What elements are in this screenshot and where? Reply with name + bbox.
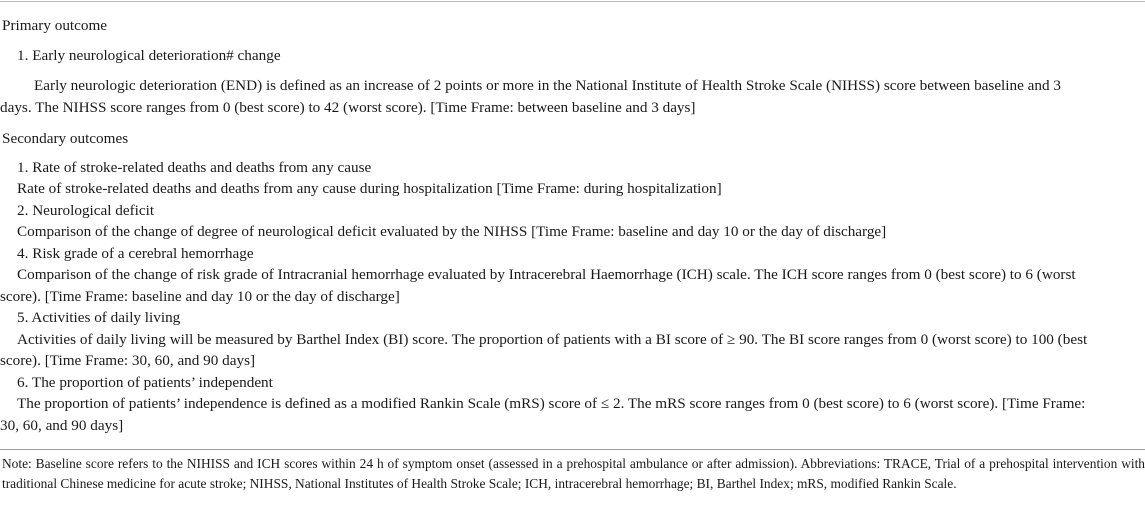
primary-outcome-heading: Primary outcome bbox=[2, 17, 108, 34]
table-footnote: Note: Baseline score refers to the NIHISS and ICH scores within 24 h of symptom onset (assessed in a prehospital ambulance or after admission). Abbreviations: TRACE, Trial of a prehospital intervention with traditional Chinese medicine for acute stroke; NIHSS, National Institutes of Health Stroke Scale; ICH, intracerebral hemorrhage; BI, Barthel Index; mRS, modified Rankin Scale. bbox=[2, 456, 1145, 491]
secondary-outcomes-section bbox=[0, 128, 1145, 436]
secondary-item bbox=[0, 372, 1145, 437]
secondary-item-description-line: Rate of stroke-related deaths and deaths from any cause during hospitalization [Time Frame: during hospitalization] bbox=[17, 180, 722, 197]
primary-item-title: 1. Early neurological deterioration# change bbox=[17, 46, 281, 64]
primary-item-description-line: days. The NIHSS score ranges from 0 (best score) to 42 (worst score). [Time Frame: between baseline and 3 days] bbox=[0, 98, 696, 116]
secondary-outcomes-heading: Secondary outcomes bbox=[2, 130, 129, 147]
secondary-item-description-line: Activities of daily living will be measured by Barthel Index (BI) score. The proportion of patients with a BI score of ≥ 90. The BI score ranges from 0 (worst score) to 100 (best bbox=[17, 330, 1088, 348]
secondary-item-title: 5. Activities of daily living bbox=[17, 309, 181, 326]
secondary-item-description-line: 30, 60, and 90 days] bbox=[0, 416, 124, 434]
primary-outcome-section bbox=[0, 15, 1145, 118]
secondary-item-description-line: The proportion of patients’ independence is defined as a modified Rankin Scale (mRS) score of ≤ 2. The mRS score ranges from 0 (best score) to 6 (worst score). [Time Frame: bbox=[17, 395, 1086, 412]
table-bottom-rule bbox=[0, 449, 1145, 450]
primary-item-description-line: Early neurologic deterioration (END) is defined as an increase of 2 points or more in the National Institute of Health Stroke Scale (NIHSS) score between baseline and 3 bbox=[34, 77, 1061, 94]
secondary-item-title: 6. The proportion of patients’ independent bbox=[17, 373, 273, 391]
table-top-rule bbox=[0, 1, 1145, 2]
outcomes-table bbox=[0, 15, 1145, 436]
secondary-item-title: 4. Risk grade of a cerebral hemorrhage bbox=[17, 244, 254, 262]
secondary-item-description-line: score). [Time Frame: baseline and day 10 or the day of discharge] bbox=[0, 287, 400, 305]
secondary-item bbox=[0, 243, 1145, 308]
secondary-item-description-line: score). [Time Frame: 30, 60, and 90 days] bbox=[0, 352, 256, 369]
secondary-item-title: 2. Neurological deficit bbox=[17, 201, 155, 219]
secondary-item-description-line: Comparison of the change of degree of neurological deficit evaluated by the NIHSS [Time Frame: baseline and day 10 or the day of discharge] bbox=[17, 223, 887, 240]
secondary-item bbox=[0, 157, 1145, 200]
secondary-item bbox=[0, 307, 1145, 372]
secondary-item-title: 1. Rate of stroke-related deaths and deaths from any cause bbox=[17, 158, 372, 176]
secondary-item-description-line: Comparison of the change of risk grade of Intracranial hemorrhage evaluated by Intracerebral Haemorrhage (ICH) scale. The ICH score ranges from 0 (best score) to 6 (worst bbox=[17, 266, 1076, 283]
secondary-item bbox=[0, 200, 1145, 243]
